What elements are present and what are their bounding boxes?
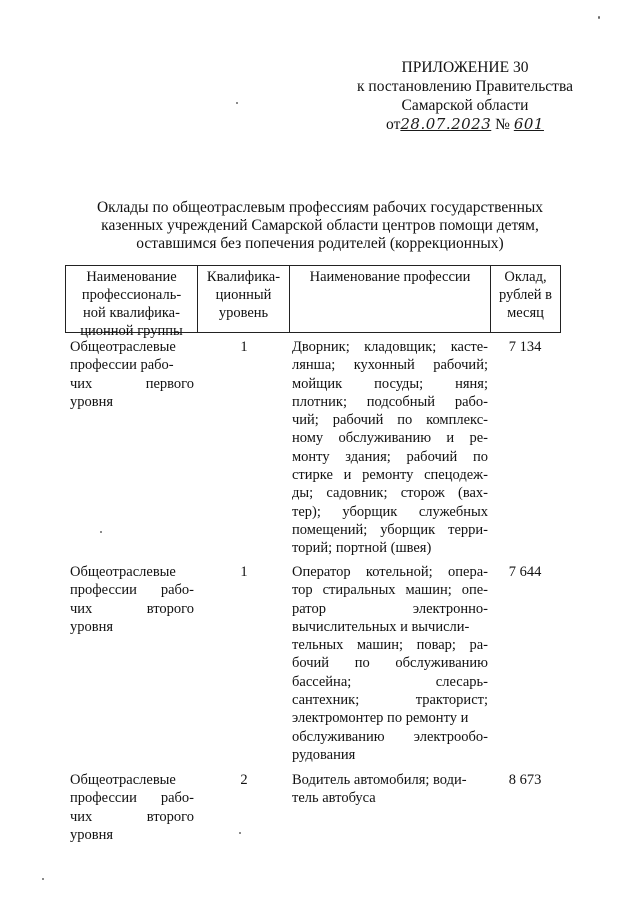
title-line-3: оставшимся без попечения родителей (коррекционных) [136, 235, 504, 252]
number-value: 601 [513, 115, 544, 133]
appendix-region: Самарской области [401, 97, 529, 114]
table-row-level: 1 [240, 339, 248, 355]
appendix-resolution-ref: к постановлению Правительства [357, 78, 573, 95]
document-title [60, 199, 580, 253]
table-row-pay: 7 644 [508, 564, 542, 580]
date-prefix: от [386, 116, 401, 133]
number-prefix: № [495, 116, 510, 133]
table-row-group: Общеотраслевые профессии рабо- чих второго уровня [70, 772, 194, 843]
table-row-profession: Оператор котельной; опера- тор стиральных машин; опе- ратор электронно- вычислительных и вычисли- тельных машин; повар; ра- бочий по обслуживанию бассейна; слесарь- сантехник; тракторист; электромонтер по ремонту и обслуживанию электрообо- рудования [292, 564, 488, 763]
scan-speck [42, 878, 44, 880]
table-row-group: Общеотраслевые профессии рабо- чих второго уровня [70, 564, 194, 635]
header-profession: Наименование профессии [309, 269, 471, 285]
header-group-name: Наименование профессиональ- ной квалифика- ционной группы [80, 269, 183, 339]
scan-speck [598, 16, 600, 19]
table-row-profession: Дворник; кладовщик; касте- лянша; кухонный рабочий; мойщик посуды; няня; плотник; подсобный рабо- чий; рабочий по комплекс- ному обслуживанию и ре- монту здания; рабочий по стирке и ремонту спецодеж- ды; садовник; сторож (вах- тер); уборщик служебных помещений; уборщик терри- торий; портной (швея) [292, 339, 488, 557]
date-value: 28.07.2023 [400, 115, 492, 133]
header-level: Квалифика- ционный уровень [206, 269, 281, 321]
table-row-level: 1 [240, 564, 248, 580]
scan-speck [100, 531, 102, 533]
header-pay: Оклад, рублей в месяц [498, 269, 553, 321]
scan-speck [236, 102, 238, 104]
appendix-date-line [330, 115, 600, 134]
table-row-group: Общеотраслевые профессии рабо- чих первого уровня [70, 339, 194, 410]
scan-speck [239, 832, 241, 834]
table-row-pay: 7 134 [508, 339, 542, 355]
title-line-2: казенных учреждений Самарской области центров помощи детям, [101, 217, 539, 234]
table-row-profession: Водитель автомобиля; води- тель автобуса [292, 772, 467, 807]
appendix-header [330, 58, 600, 134]
table-row-level: 2 [240, 772, 248, 788]
appendix-number: ПРИЛОЖЕНИЕ 30 [401, 59, 529, 76]
title-line-1: Оклады по общеотраслевым профессиям рабочих государственных [96, 199, 544, 216]
table-row-pay: 8 673 [508, 772, 542, 788]
